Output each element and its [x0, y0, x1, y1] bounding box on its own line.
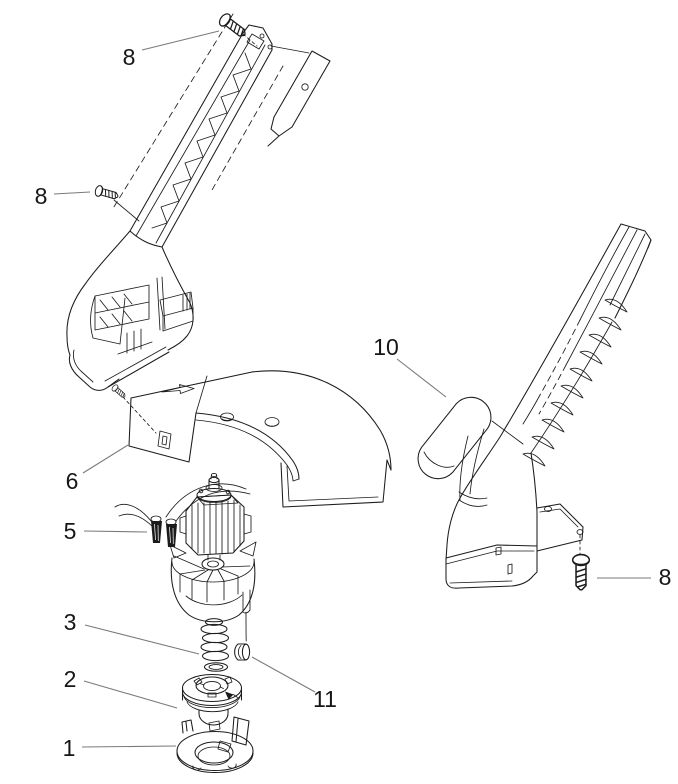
- callout-eyelet: 11: [313, 686, 337, 712]
- guard-screw: [111, 384, 127, 400]
- callout-terminals: 5: [63, 518, 77, 544]
- callout-screw-lower: 8: [34, 183, 48, 209]
- callout-spring: 3: [63, 609, 77, 635]
- leader-lines: [54, 31, 651, 747]
- callout-spool-cover: 1: [62, 735, 76, 761]
- shaft-rod: [268, 46, 330, 146]
- callout-handle-screw: 8: [658, 564, 672, 590]
- callout-spool: 2: [63, 666, 77, 692]
- spring: [201, 619, 229, 672]
- grip-ridges: [523, 299, 627, 466]
- line-guide-eyelet: [235, 612, 250, 660]
- callout-guard: 6: [65, 468, 79, 494]
- housing-screw-upper: [217, 12, 257, 46]
- handle-assembly: [446, 224, 651, 588]
- motor-assembly: [115, 473, 256, 621]
- callout-grip: 10: [373, 334, 399, 360]
- shaft-housing-half: [67, 14, 283, 390]
- handle-screw: [573, 555, 590, 590]
- motor-lead-terminals: [151, 516, 177, 547]
- spool: [183, 675, 242, 726]
- guard: [111, 371, 391, 507]
- callout-screw-upper: 8: [122, 44, 136, 70]
